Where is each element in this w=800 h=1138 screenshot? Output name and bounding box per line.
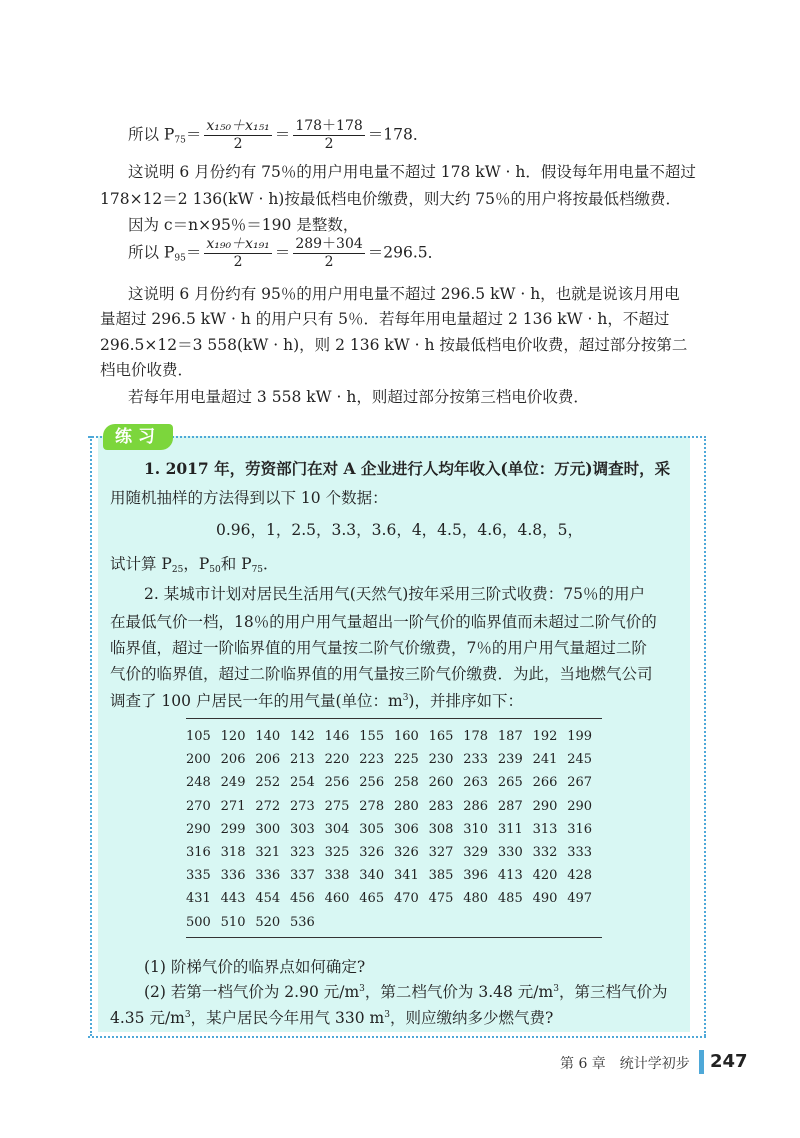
table-cell: 304 (324, 821, 350, 837)
formula-prefix: 所以 P (128, 125, 175, 144)
table-cell (567, 911, 602, 938)
table-cell: 454 (255, 891, 281, 907)
subscript: 95 (174, 253, 186, 264)
table-cell: 480 (463, 891, 489, 907)
table-cell: 490 (532, 891, 558, 907)
table-cell: 146 (324, 729, 350, 745)
table-cell: 536 (289, 914, 315, 930)
table-cell: 306 (393, 821, 419, 837)
table-cell: 336 (255, 868, 281, 884)
table-cell: 290 (532, 798, 558, 814)
table-cell: 385 (428, 868, 454, 884)
table-cell: 318 (220, 845, 246, 861)
denominator: 2 (233, 136, 243, 152)
table-cell: 308 (428, 821, 454, 837)
table-cell: 265 (497, 775, 523, 791)
table-cell: 431 (186, 891, 211, 907)
table-cell: 165 (428, 729, 454, 745)
equals: ＝ (274, 125, 291, 144)
table-row (186, 887, 602, 910)
denominator: 2 (324, 254, 334, 270)
table-cell: 313 (532, 821, 558, 837)
table-cell: 230 (428, 752, 454, 768)
table-cell: 225 (393, 752, 419, 768)
table-cell: 290 (186, 821, 211, 837)
table-cell: 252 (255, 775, 281, 791)
table-cell: 206 (220, 752, 246, 768)
table-cell: 333 (567, 845, 593, 861)
table-cell: 280 (393, 798, 419, 814)
table-cell: 460 (324, 891, 350, 907)
text: ，P (183, 555, 210, 573)
subscript: 75 (251, 565, 264, 575)
table-cell: 233 (463, 752, 489, 768)
table-cell: 326 (359, 845, 385, 861)
table-cell: 325 (324, 845, 350, 861)
body-line-1: 这说明 6 月份约有 75％的用户用电量不超过 178 kW · h．假设每年用电量不超过 (128, 163, 696, 181)
text: ，第三档气价为 (558, 983, 668, 1001)
exercise-tag: 练习 (103, 424, 173, 450)
text: ． (263, 555, 279, 573)
text: (2) 若第一档气价为 2.90 元/m (144, 983, 360, 1001)
text: 试计算 P (110, 555, 172, 573)
body-line-4: 这说明 6 月份约有 95％的用户用电量不超过 296.5 kW · h，也就是说该月用电 (128, 285, 680, 303)
table-cell: 155 (359, 729, 385, 745)
table-cell: 316 (567, 821, 593, 837)
footer-accent-bar (699, 1050, 704, 1074)
q1-line-2: 用随机抽样的方法得到以下 10 个数据： (110, 489, 388, 507)
q2-line-3: 临界值，超过一阶临界值的用气量按二阶气价缴费，7％的用户用气量超过二阶 (110, 639, 647, 657)
table-cell: 329 (463, 845, 489, 861)
table-cell: 420 (532, 868, 558, 884)
dotted-border-right (704, 436, 706, 1036)
table-cell (463, 911, 498, 938)
equals: ＝ (185, 243, 202, 262)
text: ，则应缴纳多少燃气费? (389, 1009, 554, 1027)
table-cell: 475 (428, 891, 454, 907)
table-cell: 178 (463, 729, 489, 745)
body-line-5: 量超过 296.5 kW · h 的用户只有 5％．若每年用电量超过 2 136 kW · h，不超过 (100, 310, 670, 328)
subscript: 25 (171, 565, 184, 575)
body-line-2: 178×12＝2 136(kW · h)按最低档电价缴费，则大约 75％的用户将按最低档缴费． (100, 190, 682, 208)
p75-formula (128, 118, 428, 153)
table-row (186, 771, 602, 794)
table-cell: 192 (532, 729, 558, 745)
table-cell: 239 (497, 752, 523, 768)
table-cell: 223 (359, 752, 385, 768)
table-cell: 142 (289, 729, 315, 745)
sub-question-1: (1) 阶梯气价的临界点如何确定? (144, 958, 366, 976)
table-cell: 465 (359, 891, 385, 907)
table-row (186, 841, 602, 864)
table-cell: 443 (220, 891, 246, 907)
numerator: x₁₉₀＋x₁₉₁ (206, 236, 270, 252)
table-cell (325, 911, 360, 938)
table-cell: 187 (497, 729, 523, 745)
table-cell: 206 (255, 752, 281, 768)
table-cell: 249 (220, 775, 246, 791)
table-cell (429, 911, 464, 938)
table-cell: 273 (289, 798, 315, 814)
table-cell: 278 (359, 798, 385, 814)
table-row (186, 748, 602, 771)
q1-line-3 (110, 552, 279, 575)
fraction (204, 236, 271, 271)
body-line-3: 因为 c＝n×95％＝190 是整数， (128, 216, 359, 234)
table-cell: 256 (324, 775, 350, 791)
q2-line-2: 在最低气价一档，18％的用户用气量超出一阶气价的临界值而未超过二阶气价的 (110, 613, 657, 631)
table-row (186, 864, 602, 887)
chapter-label: 第 6 章 统计学初步 (560, 1056, 690, 1072)
superscript: 3 (553, 983, 559, 994)
table-cell: 340 (359, 868, 385, 884)
fraction (204, 118, 271, 153)
q2-line-4: 气价的临界值，超过二阶临界值的用气量按三阶气价缴费．为此，当地燃气公司 (110, 665, 653, 683)
table-cell: 332 (532, 845, 558, 861)
superscript: 3 (184, 1009, 191, 1020)
q2-line-5 (110, 689, 523, 711)
table-cell: 300 (255, 821, 281, 837)
table-cell: 248 (186, 775, 211, 791)
dotted-border-left (90, 436, 92, 1036)
table-cell: 160 (393, 729, 419, 745)
table-cell: 120 (220, 729, 246, 745)
gas-usage-table (186, 718, 602, 938)
table-cell: 286 (463, 798, 489, 814)
table-cell (359, 911, 394, 938)
table-cell: 290 (567, 798, 593, 814)
body-line-6: 296.5×12＝3 558(kW · h)，则 2 136 kW · h 按最低档电价收费，超过部分按第二 (100, 336, 688, 354)
table-cell: 271 (220, 798, 246, 814)
table-cell: 330 (497, 845, 523, 861)
table-cell: 336 (220, 868, 246, 884)
subscript: 75 (174, 135, 186, 146)
page-number: 247 (710, 1051, 748, 1072)
table-cell: 199 (567, 729, 593, 745)
numerator: x₁₅₀＋x₁₅₁ (206, 118, 270, 134)
superscript: 3 (384, 1009, 390, 1020)
numerator: 289＋304 (295, 236, 363, 252)
text: 和 P (220, 555, 252, 573)
dotted-border-top (88, 436, 706, 438)
table-cell: 272 (255, 798, 281, 814)
result: ＝296.5． (367, 243, 444, 262)
table-cell: 213 (289, 752, 315, 768)
table-row (186, 911, 602, 938)
p95-formula (128, 236, 443, 271)
table-cell: 267 (567, 775, 593, 791)
table-cell: 485 (497, 891, 523, 907)
table-cell: 456 (289, 891, 315, 907)
equals: ＝ (185, 125, 202, 144)
sub-question-2-line-1 (144, 980, 667, 1002)
table-cell (533, 911, 568, 938)
table-cell: 323 (289, 845, 315, 861)
table-cell: 220 (324, 752, 350, 768)
q2-text: 2. 某城市计划对居民生活用气(天然气)按年采用三阶式收费：75％的用户 (144, 585, 646, 603)
table-cell: 428 (567, 868, 593, 884)
table-cell: 260 (428, 775, 454, 791)
table-cell: 335 (186, 868, 211, 884)
table-cell: 305 (359, 821, 385, 837)
table-cell: 241 (532, 752, 558, 768)
table-cell: 303 (289, 821, 315, 837)
table-cell: 140 (255, 729, 281, 745)
table-row (186, 795, 602, 818)
text: ，第二档气价为 3.48 元/m (364, 983, 554, 1001)
denominator: 2 (233, 254, 243, 270)
table-cell: 310 (463, 821, 489, 837)
table-cell: 266 (532, 775, 558, 791)
table-cell: 258 (393, 775, 419, 791)
table-cell: 263 (463, 775, 489, 791)
table-cell (498, 911, 533, 938)
table-cell: 311 (497, 821, 523, 837)
table-cell: 500 (186, 914, 211, 930)
table-row (186, 719, 602, 749)
table-cell: 510 (220, 914, 246, 930)
table-cell: 341 (393, 868, 419, 884)
q1-line-1 (144, 457, 670, 479)
table-cell: 321 (255, 845, 281, 861)
table-cell: 326 (393, 845, 419, 861)
denominator: 2 (324, 136, 334, 152)
table-cell: 470 (393, 891, 419, 907)
numerator: 178＋178 (295, 118, 363, 134)
q1-text: 1. 2017 年，劳资部门在对 A 企业进行人均年收入(单位：万元)调查时，采 (144, 459, 671, 478)
body-line-7: 档电价收费． (100, 361, 194, 379)
equals: ＝ (274, 243, 291, 262)
fraction (293, 118, 364, 153)
table-cell: 270 (186, 798, 211, 814)
table-cell: 105 (186, 729, 211, 745)
sub-question-2-line-2 (110, 1006, 553, 1028)
table-cell: 413 (497, 868, 523, 884)
superscript: 3 (359, 983, 365, 994)
table-cell: 327 (428, 845, 454, 861)
table-cell: 520 (255, 914, 281, 930)
table-cell: 283 (428, 798, 454, 814)
table-cell: 497 (567, 891, 593, 907)
table-cell: 245 (567, 752, 593, 768)
table-row (186, 818, 602, 841)
text: )，并排序如下： (408, 692, 523, 710)
fraction (293, 236, 364, 271)
q1-data: 0.96，1，2.5，3.3，3.6，4，4.5，4.6，4.8，5， (216, 521, 583, 539)
table-cell: 200 (186, 752, 211, 768)
dotted-border-bottom (88, 1036, 706, 1038)
table-cell: 396 (463, 868, 489, 884)
body-line-8: 若每年用电量超过 3 558 kW · h，则超过部分按第三档电价收费． (128, 388, 589, 406)
result: ＝178． (367, 125, 429, 144)
table-cell: 254 (289, 775, 315, 791)
table-cell: 316 (186, 845, 211, 861)
text: ，某户居民今年用气 330 m (190, 1009, 385, 1027)
text: 调查了 100 户居民一年的用气量(单位：m (110, 692, 403, 710)
text: 4.35 元/m (110, 1009, 185, 1027)
superscript: 3 (402, 692, 409, 703)
table-cell (394, 911, 429, 938)
subscript: 50 (209, 565, 221, 575)
table-cell: 256 (359, 775, 385, 791)
q2-line-1 (144, 582, 645, 604)
table-cell: 337 (289, 868, 315, 884)
table-cell: 299 (220, 821, 246, 837)
formula-prefix: 所以 P (128, 243, 175, 262)
table-cell: 338 (324, 868, 350, 884)
table-cell: 287 (497, 798, 523, 814)
table-cell: 275 (324, 798, 350, 814)
